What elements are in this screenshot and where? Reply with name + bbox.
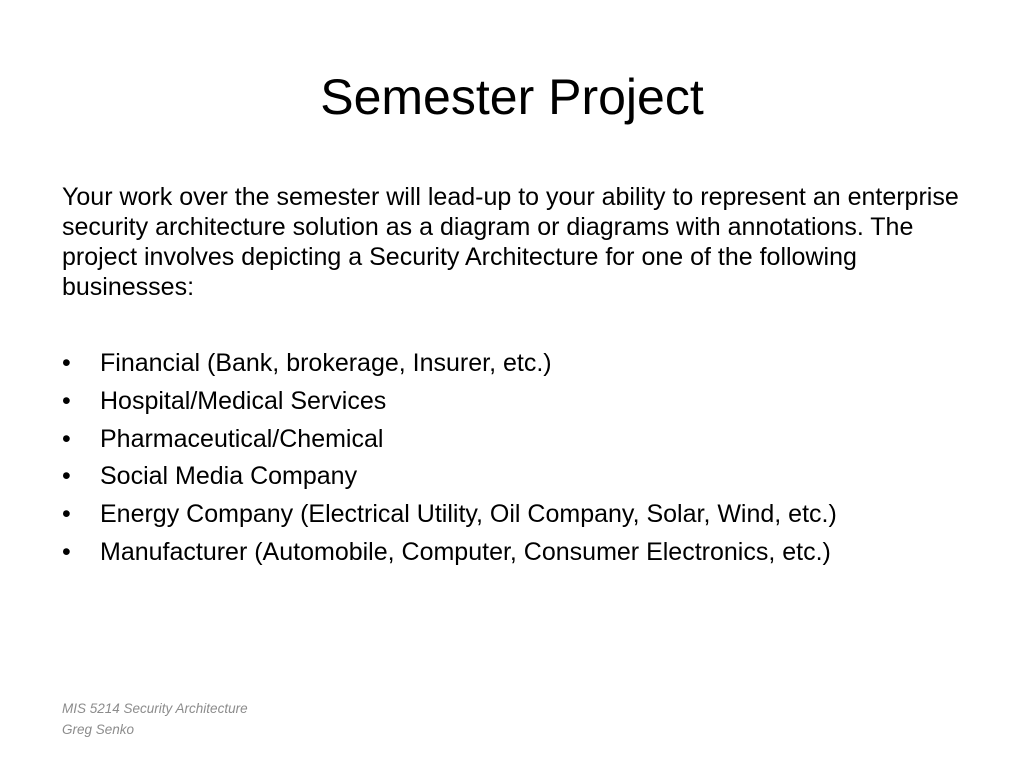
- list-item-text: Pharmaceutical/Chemical: [100, 424, 384, 453]
- list-item-text: Energy Company (Electrical Utility, Oil Company, Solar, Wind, etc.): [100, 500, 837, 529]
- bullet-icon: •: [62, 500, 71, 529]
- bullet-icon: •: [62, 462, 71, 491]
- list-item: [62, 458, 1002, 496]
- bullet-icon: •: [62, 537, 71, 566]
- bullet-icon: •: [62, 424, 71, 453]
- intro-paragraph: Your work over the semester will lead-up to your ability to represent an enterprise security architecture solution as a diagram or diagrams with annotations. The project involves depicting a Security Architecture for one of the following businesses:: [62, 183, 959, 301]
- list-item: [62, 345, 1002, 383]
- list-item: [62, 496, 1002, 534]
- list-item-text: Manufacturer (Automobile, Computer, Consumer Electronics, etc.): [100, 537, 831, 566]
- business-list: [62, 345, 1002, 572]
- list-item-text: Social Media Company: [100, 462, 358, 491]
- list-item-text: Financial (Bank, brokerage, Insurer, etc.): [100, 349, 552, 377]
- list-item: [62, 421, 1002, 459]
- list-item: [62, 534, 1002, 572]
- list-item: [62, 383, 1002, 421]
- footer-author: Greg Senko: [62, 722, 135, 737]
- bullet-icon: •: [62, 386, 71, 415]
- bullet-icon: •: [62, 349, 71, 377]
- slide-title: Semester Project: [320, 69, 704, 125]
- footer-course: MIS 5214 Security Architecture: [62, 701, 248, 716]
- slide-footer: [62, 698, 248, 740]
- list-item-text: Hospital/Medical Services: [100, 386, 387, 415]
